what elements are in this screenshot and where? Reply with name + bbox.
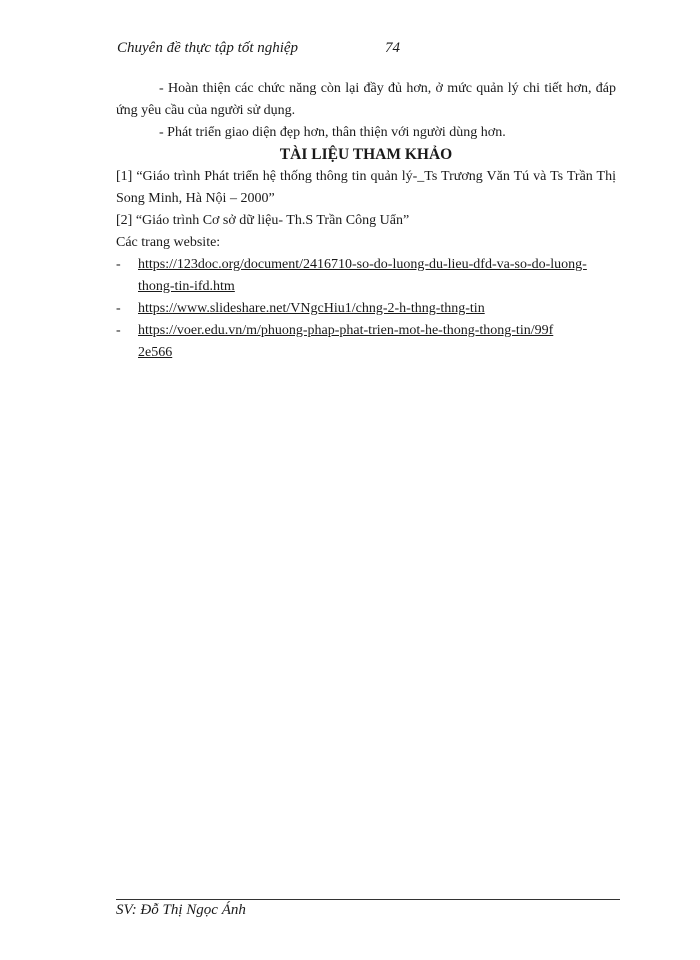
website-list [116, 254, 616, 364]
list-dash: - [116, 323, 121, 338]
list-item [116, 320, 616, 364]
page-header [117, 40, 617, 60]
page-content [116, 78, 616, 364]
list-item [116, 298, 616, 320]
header-title: Chuyên đề thực tập tốt nghiệp [117, 40, 299, 56]
list-dash: - [116, 257, 121, 272]
websites-label: Các trang website: [116, 235, 221, 250]
references-heading: TÀI LIỆU THAM KHẢO [279, 146, 453, 163]
footer-author: SV: Đỗ Thị Ngọc Ánh [116, 902, 246, 918]
page-number: 74 [385, 40, 400, 56]
bullet-paragraph: - Hoàn thiện các chức năng còn lại đầy đủ hơn, ở mức quản lý chi tiết hơn, đáp ứng yêu cầu của người sử dụng. [116, 81, 616, 118]
reference-item: [1] “Giáo trình Phát triển hệ thống thông tin quản lý-_Ts Trương Văn Tú và Ts Trần Thị Song Minh, Hà Nội – 2000” [116, 169, 616, 206]
footer-divider [116, 899, 620, 900]
bullet-paragraph: - Phát triển giao diện đẹp hơn, thân thiện với người dùng hơn. [159, 125, 506, 140]
list-dash: - [116, 301, 121, 316]
website-link[interactable]: https://www.slideshare.net/VNgcHiu1/chng-2-h-thng-thng-tin [138, 301, 485, 316]
website-link[interactable]: https://voer.edu.vn/m/phuong-phap-phat-trien-mot-he-thong-thong-tin/99f2e566 [138, 323, 554, 360]
reference-item: [2] “Giáo trình Cơ sở dữ liệu- Th.S Trần Công Uẩn” [116, 213, 410, 228]
website-link[interactable]: https://123doc.org/document/2416710-so-do-luong-du-lieu-dfd-va-so-do-luong-thong-tin-ifd.htm [138, 257, 587, 294]
list-item [116, 254, 616, 298]
